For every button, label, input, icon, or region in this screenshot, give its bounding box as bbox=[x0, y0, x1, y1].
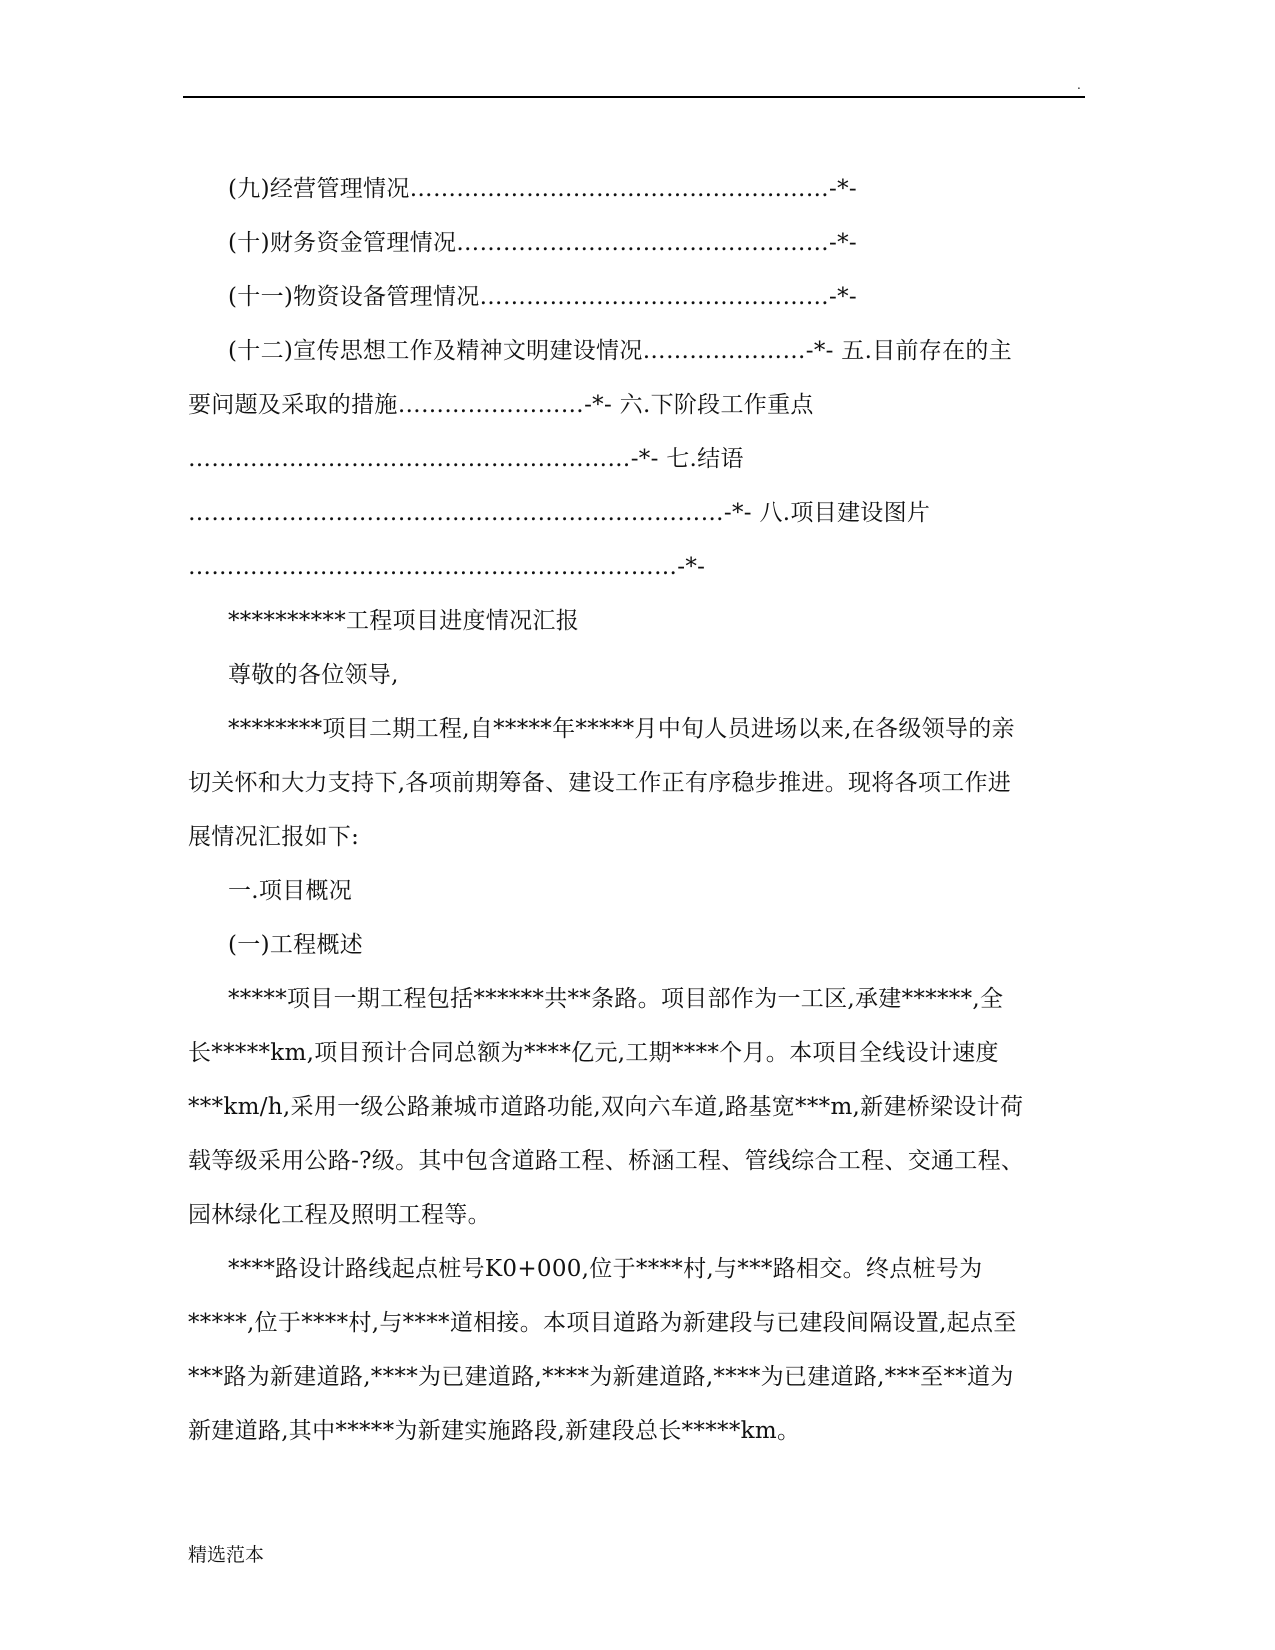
body-line: ***km/h,采用一级公路兼城市道路功能,双向六车道,路基宽***m,新建桥梁设计荷 bbox=[188, 1094, 1024, 1120]
body-line: 载等级采用公路-?级。其中包含道路工程、桥涵工程、管线综合工程、交通工程、 bbox=[188, 1148, 1025, 1174]
body-line: 园林绿化工程及照明工程等。 bbox=[188, 1202, 491, 1228]
toc-line: (十一)物资设备管理情况………………………………………-*- bbox=[228, 284, 857, 310]
body-line: 长*****km,项目预计合同总额为****亿元,工期****个月。本项目全线设计速度 bbox=[188, 1040, 999, 1066]
header-mark: . bbox=[1077, 78, 1081, 92]
body-line: ****路设计路线起点桩号K0+000,位于****村,与***路相交。终点桩号为 bbox=[228, 1256, 983, 1282]
body-line: ***路为新建道路,****为已建道路,****为新建道路,****为已建道路,***至**道为 bbox=[188, 1364, 1014, 1390]
toc-line: 要问题及采取的措施……………………-*- 六.下阶段工作重点 bbox=[188, 392, 814, 418]
subsection-heading: (一)工程概述 bbox=[228, 932, 364, 958]
body-line: 展情况汇报如下: bbox=[188, 824, 360, 850]
salutation: 尊敬的各位领导, bbox=[228, 662, 399, 688]
toc-line: …………………………………………………-*- 七.结语 bbox=[188, 446, 744, 472]
footer-text: 精选范本 bbox=[188, 1544, 265, 1566]
section-heading: 一.项目概况 bbox=[228, 878, 353, 904]
body-line: ********项目二期工程,自*****年*****月中旬人员进场以来,在各级领导的亲 bbox=[228, 716, 1015, 742]
toc-line: ………………………………………………………-*- bbox=[188, 554, 706, 580]
toc-line: (十)财务资金管理情况…………………………………………-*- bbox=[228, 230, 857, 256]
header-rule bbox=[183, 96, 1085, 98]
toc-line: (九)经营管理情况………………………………………………-*- bbox=[228, 176, 857, 202]
toc-line: ……………………………………………………………-*- 八.项目建设图片 bbox=[188, 500, 931, 526]
report-title: **********工程项目进度情况汇报 bbox=[228, 608, 579, 634]
body-line: *****,位于****村,与****道相接。本项目道路为新建段与已建段间隔设置,起点至 bbox=[188, 1310, 1017, 1336]
body-line: 切关怀和大力支持下,各项前期筹备、建设工作正有序稳步推进。现将各项工作进 bbox=[188, 770, 1012, 796]
body-line: 新建道路,其中*****为新建实施路段,新建段总长*****km。 bbox=[188, 1418, 801, 1444]
toc-line: (十二)宣传思想工作及精神文明建设情况…………………-*- 五.目前存在的主 bbox=[228, 338, 1013, 364]
body-line: *****项目一期工程包括******共**条路。项目部作为一工区,承建******,全 bbox=[228, 986, 1004, 1012]
